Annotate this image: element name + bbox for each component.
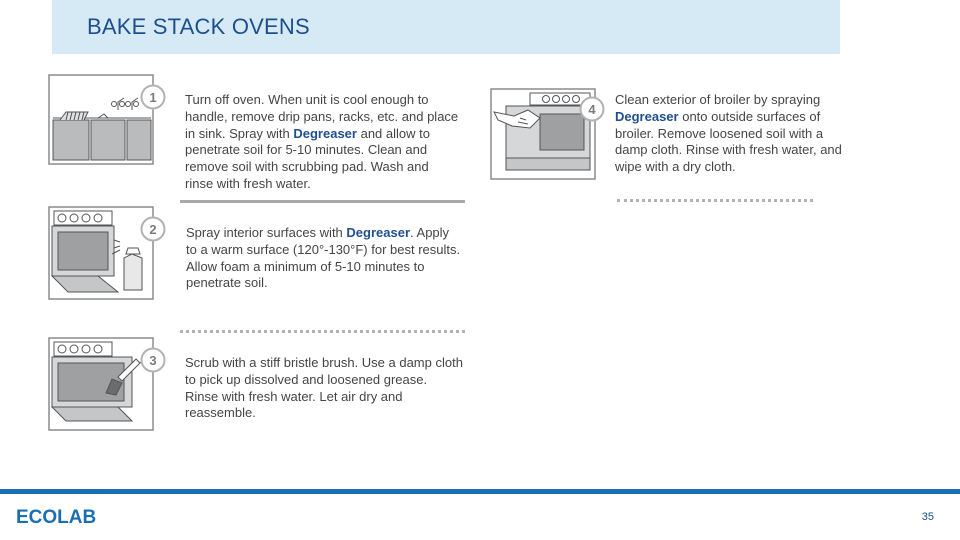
title-bar [52, 0, 840, 54]
step-2-text [186, 225, 462, 292]
footer-line [0, 489, 960, 494]
step-1-text-b: and allow to penetrate soil for 5-10 minutes. Clean and remove soil with scrubbing pad. Wash and rinse with fresh water. [185, 125, 430, 191]
step-1-text-a: Turn off oven. When unit is cool enough to handle, remove drip pans, racks, etc. and place in sink. Spray with [185, 92, 459, 141]
step-4-number: 4 [588, 102, 596, 117]
divider-4 [617, 199, 813, 202]
brand-name: ECOLAB [16, 507, 97, 528]
step-3-text-a: Scrub with a stiff bristle brush. Use a damp cloth to pick up dissolved and loosened grease. Rinse with fresh water. Let air dry and reassemble. [185, 355, 463, 421]
step-2-emphasis: Degreaser [346, 225, 411, 240]
step-1-emphasis: Degreaser [293, 125, 357, 141]
step-3-text [185, 355, 463, 422]
step-2-badge [140, 216, 166, 242]
ecolab-logo [16, 504, 116, 528]
page-title: BAKE STACK OVENS [87, 14, 310, 39]
step-4-text [615, 92, 847, 176]
page-number: 35 [921, 511, 934, 523]
step-4-badge [579, 96, 605, 122]
step-1-badge [140, 84, 166, 110]
step-2-text-b: . Apply to a warm surface (120°-130°F) for best results. Allow foam a minimum of 5-10 minutes to penetrate soil. [186, 225, 461, 291]
step-1-number: 1 [149, 90, 157, 105]
divider-1 [180, 200, 465, 203]
step-4-text-a: Clean exterior of broiler by spraying [615, 92, 821, 107]
step-2-number: 2 [149, 222, 157, 237]
step-3-number: 3 [149, 353, 157, 368]
step-2-text-a: Spray interior surfaces with [186, 225, 347, 240]
step-3-badge [140, 347, 166, 373]
step-4-emphasis: Degreaser [615, 108, 679, 124]
divider-2 [180, 330, 465, 333]
step-4-text-b: onto outside surfaces of broiler. Remove loosened soil with a damp cloth. Rinse with fresh water, and wipe with a dry cloth. [615, 108, 842, 175]
step-1-text [185, 92, 460, 193]
